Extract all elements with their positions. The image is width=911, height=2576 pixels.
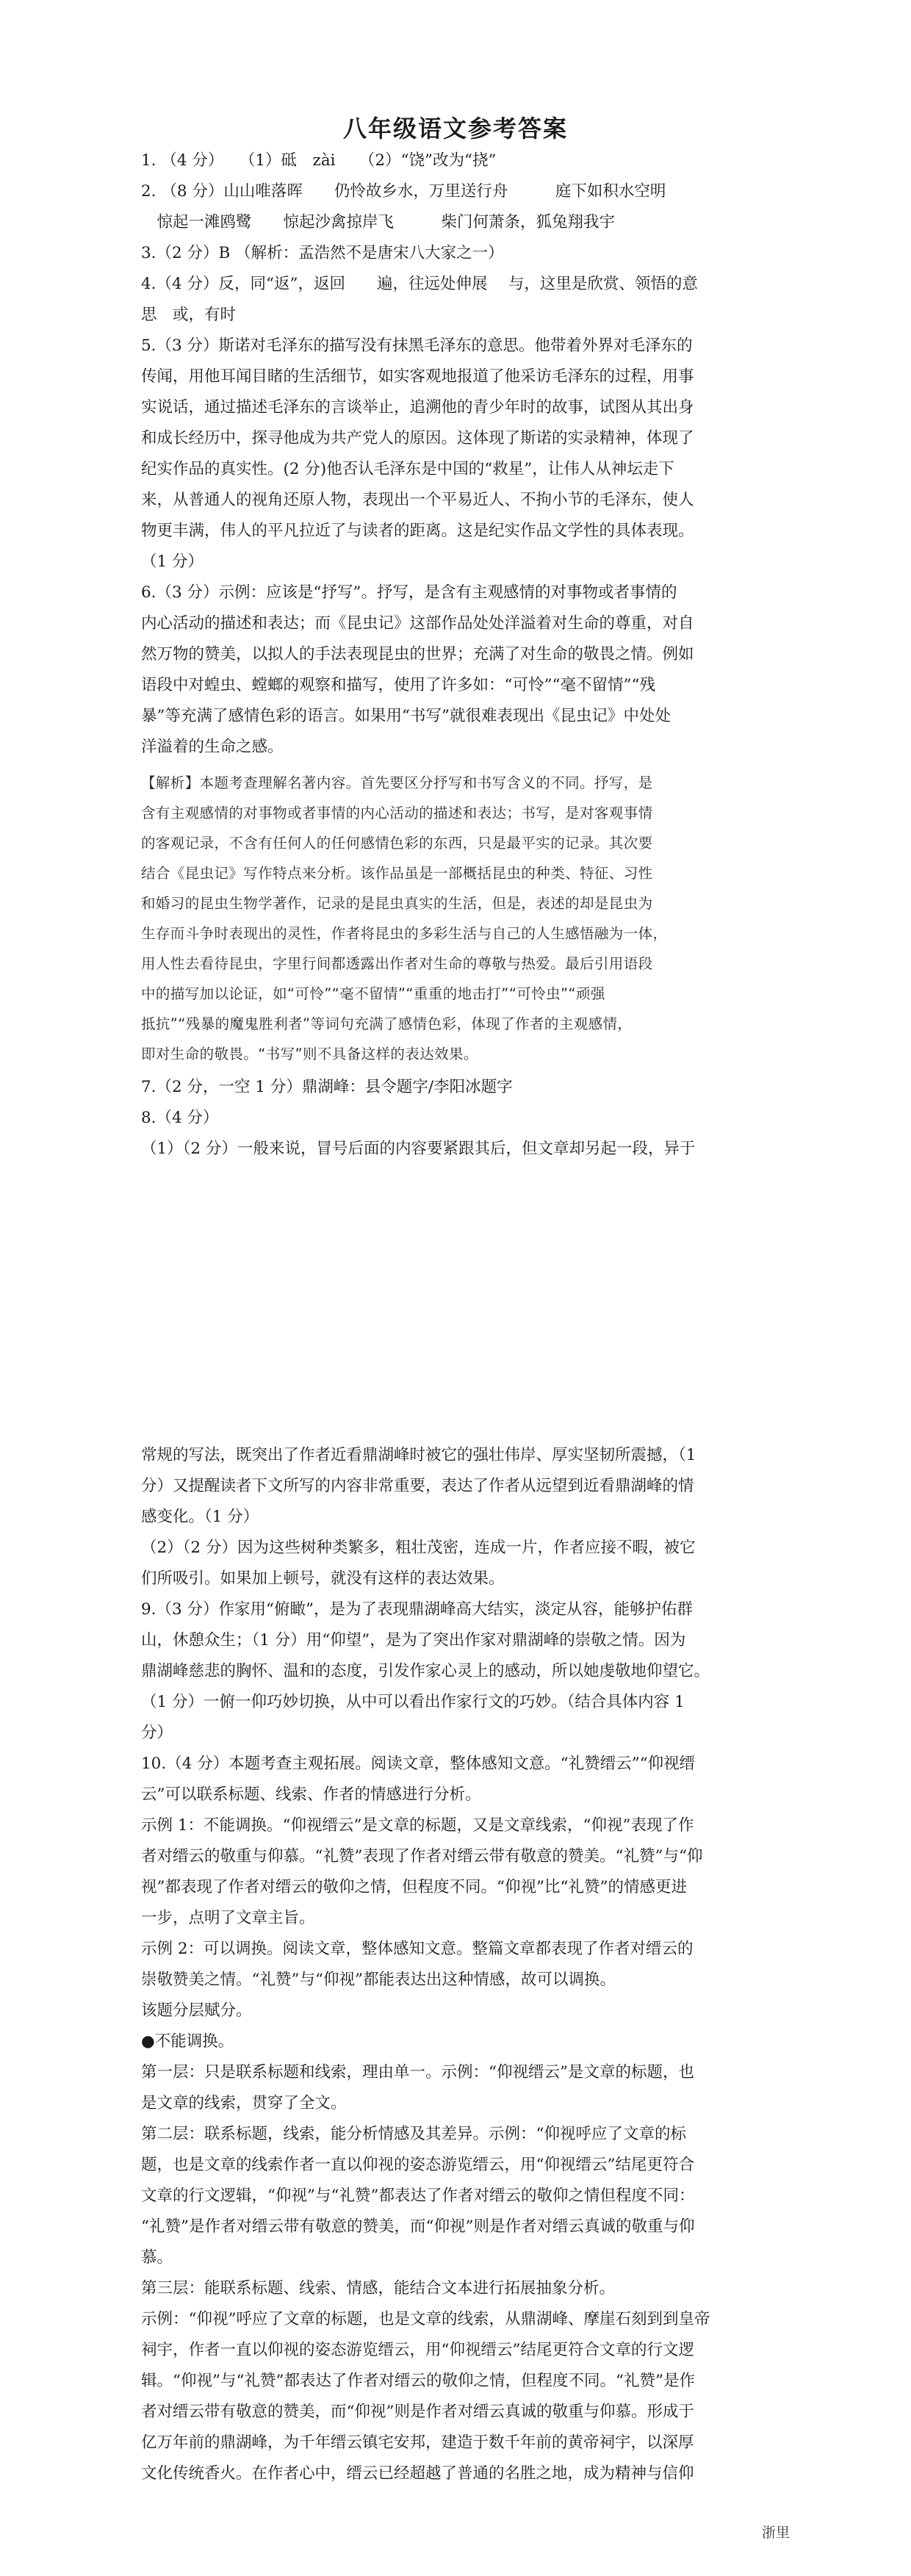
- analysis-line: 生存而斗争时表现出的灵性，作者将昆虫的多彩生活与自己的人生感悟融为一体，: [141, 925, 668, 942]
- answer-line: ●不能调换。: [141, 2032, 234, 2051]
- answer-line: 2. （8 分）山山唯落晖 仍怜故乡水，万里送行舟 庭下如积水空明: [141, 182, 666, 201]
- answer-line: 崇敬赞美之情。“礼赞”与“仰视”都能表达出这种情感，故可以调换。: [141, 1971, 616, 1989]
- answer-line: 惊起一滩鸥鹭 惊起沙禽掠岸飞 柴门何萧条，狐兔翔我宇: [141, 213, 616, 231]
- answer-line: 鼎湖峰慈悲的胸怀、温和的态度，引发作家心灵上的感动，所以她虔敬地仰望它。: [141, 1662, 710, 1680]
- answer-line: 云”可以联系标题、线索、作者的情感进行分析。: [141, 1785, 481, 1804]
- answer-line: 实说话，通过描述毛泽东的言谈举止，追溯他的青少年时的故事，试图从其出身: [141, 398, 694, 417]
- answer-line: 8.（4 分）: [141, 1109, 219, 1127]
- answer-line: 常规的写法，既突出了作者近看鼎湖峰时被它的强壮伟岸、厚实坚韧所震撼，（1: [141, 1446, 696, 1464]
- answer-line: （1 分）: [141, 553, 204, 571]
- answer-line: 物更丰满，伟人的平凡拉近了与读者的距离。这是纪实作品文学性的具体表现。: [141, 522, 694, 540]
- answer-line: 暴”等充满了感情色彩的语言。如果用“书写”就很难表现出《昆虫记》中处处: [141, 707, 671, 725]
- answer-line: 题，也是文章的线索作者一直以仰视的姿态游览缙云，用“仰视缙云”结尾更符合: [141, 2156, 694, 2174]
- answer-line: 者对缙云的敬重与仰慕。“礼赞”表现了作者对缙云带有敬意的赞美。“礼赞”与“仰: [141, 1847, 703, 1866]
- analysis-line: 【解析】本题考查理解名著内容。首先要区分抒写和书写含义的不同。抒写，是: [141, 774, 653, 791]
- answer-line: 们所吸引。如果加上顿号，就没有这样的表达效果。: [141, 1569, 505, 1588]
- analysis-line: 含有主观感情的对事物或者事情的内心活动的描述和表达；书写，是对客观事情: [141, 805, 653, 821]
- answer-line: 山，休憩众生；（1 分）用“仰望”，是为了突出作家对鼎湖峰的崇敬之情。因为: [141, 1631, 686, 1649]
- answer-line: 视”都表现了作者对缙云的敬仰之情，但程度不同。“仰视”比“礼赞”的情感更进: [141, 1878, 687, 1896]
- answer-line: 第一层：只是联系标题和线索，理由单一。示例：“仰视缙云”是文章的标题，也: [141, 2063, 694, 2082]
- analysis-line: 抵抗”“残暴的魔鬼胜利者”等词句充满了感情色彩，体现了作者的主观感情，: [141, 1015, 633, 1032]
- answer-line: 第二层：联系标题，线索，能分析情感及其差异。示例：“仰视呼应了文章的标: [141, 2125, 686, 2143]
- answer-line: 纪实作品的真实性。(2 分)他否认毛泽东是中国的“救星”，让伟人从神坛走下: [141, 460, 674, 478]
- answer-line: 辑。“仰视”与“礼赞”都表达了作者对缙云的敬仰之情，但程度不同。“礼赞”是作: [141, 2372, 695, 2390]
- analysis-line: 用人性去看待昆虫，字里行间都透露出作者对生命的尊敬与热爱。最后引用语段: [141, 955, 653, 972]
- answer-line: 亿万年前的鼎湖峰，为千年缙云镇宅安邦，建造于数千年前的黄帝祠宇，以深厚: [141, 2433, 694, 2452]
- answer-line: 5.（3 分）斯诺对毛泽东的描写没有抹黑毛泽东的意思。他带着外界对毛泽东的: [141, 337, 693, 355]
- answer-line: 者对缙云带有敬意的赞美，而“仰视”则是作者对缙云真诚的敬重与仰慕。形成于: [141, 2403, 694, 2421]
- answer-line: 来，从普通人的视角还原人物，表现出一个平易近人、不拘小节的毛泽东，使人: [141, 491, 694, 509]
- answer-line: 思 或，有时: [141, 306, 237, 324]
- answer-line: 该题分层赋分。: [141, 2001, 252, 2020]
- answer-line: （2）（2 分）因为这些树种类繁多，粗壮茂密，连成一片，作者应接不暇，被它: [141, 1539, 696, 1557]
- analysis-line: 和婚习的昆虫生物学著作，记录的是昆虫真实的生活，但是，表述的却是昆虫为: [141, 895, 653, 912]
- answer-line: 感变化。（1 分）: [141, 1508, 259, 1526]
- answer-line: 9.（3 分）作家用“俯瞰”，是为了表现鼎湖峰高大结实，淡定从容，能够护佑群: [141, 1600, 694, 1619]
- answer-line: 3.（2 分）B （解析：孟浩然不是唐宋八大家之一）: [141, 244, 504, 262]
- answer-line: 6.（3 分）示例：应该是“抒写”。抒写，是含有主观感情的对事物或者事情的: [141, 583, 677, 602]
- analysis-line: 结合《昆虫记》写作特点来分析。该作品虽是一部概括昆虫的种类、特征、习性: [141, 865, 653, 882]
- answer-line: 和成长经历中，探寻他成为共产党人的原因。这体现了斯诺的实录精神，体现了: [141, 429, 694, 447]
- footer-mark: 浙里: [761, 2525, 790, 2541]
- answer-line: 洋溢着的生命之感。: [141, 738, 284, 756]
- answer-line: 示例：“仰视”呼应了文章的标题，也是文章的线索，从鼎湖峰、摩崖石刻到到皇帝: [141, 2310, 710, 2328]
- analysis-line: 的客观记录，不含有任何人的任何感情色彩的东西，只是最平实的记录。其次要: [141, 835, 653, 852]
- answer-line: 10.（4 分）本题考查主观拓展。阅读文章，整体感知文意。“礼赞缙云”“仰视缙: [141, 1755, 696, 1773]
- answer-line: 语段中对蝗虫、螳螂的观察和描写，使用了许多如：“可怜”“毫不留情”“残: [141, 676, 655, 694]
- answer-line: 祠宇，作者一直以仰视的姿态游览缙云，用“仰视缙云”结尾更符合文章的行文逻: [141, 2341, 694, 2359]
- answer-line: 是文章的线索，贯穿了全文。: [141, 2094, 347, 2112]
- answer-line: 示例 2：可以调换。阅读文章，整体感知文意。整篇文章都表现了作者对缙云的: [141, 1940, 694, 1958]
- answers-part-3: [141, 1440, 788, 2489]
- document-title: 八年级语文参考答案: [342, 115, 568, 143]
- answer-line: “礼赞”是作者对缙云带有敬意的赞美，而“仰视”则是作者对缙云真诚的敬重与仰: [141, 2217, 695, 2236]
- answer-line: 1. （4 分） （1）砥 zài （2）“饶”改为“挠”: [141, 151, 497, 170]
- analysis-note: [141, 768, 788, 1069]
- answer-line: 文化传统香火。在作者心中，缙云已经超越了普通的名胜之地，成为精神与信仰: [141, 2464, 694, 2483]
- answer-line: 分）又提醒读者下文所写的内容非常重要，表达了作者从远望到近看鼎湖峰的情: [141, 1477, 694, 1495]
- answers-part-1: [141, 145, 788, 763]
- answer-line: 慕。: [141, 2248, 173, 2267]
- answer-line: 内心活动的描述和表达；而《昆虫记》这部作品处处洋溢着对生命的尊重，对自: [141, 614, 694, 633]
- answer-line: 文章的行文逻辑，“仰视”与“礼赞”都表达了作者对缙云的敬仰之情但程度不同：: [141, 2187, 695, 2205]
- answer-line: 7.（2 分，一空 1 分）鼎湖峰：县令题字/李阳冰题字: [141, 1078, 513, 1096]
- answers-part-2: [141, 1072, 788, 1165]
- blank-gap: [0, 1168, 911, 1433]
- answer-line: 4.（4 分）反，同“返”，返回 遍，往远处伸展 与，这里是欣赏、领悟的意: [141, 275, 698, 293]
- analysis-line: 即对生命的敬畏。“书写”则不具备这样的表达效果。: [141, 1046, 478, 1062]
- answer-line: 传闻，用他耳闻目睹的生活细节，如实客观地报道了他采访毛泽东的过程，用事: [141, 367, 694, 386]
- answer-line: 第三层：能联系标题、线索、情感，能结合文本进行拓展抽象分析。: [141, 2279, 616, 2298]
- answer-line: （1 分）一俯一仰巧妙切换，从中可以看出作家行文的巧妙。（结合具体内容 1: [141, 1693, 685, 1711]
- answer-line: 一步，点明了文章主旨。: [141, 1909, 315, 1927]
- analysis-line: 中的描写加以论证，如“可怜”“毫不留情”“重重的地击打”“可怜虫”“顽强: [141, 985, 605, 1002]
- answer-line: 示例 1：不能调换。“仰视缙云”是文章的标题，又是文章线索，“仰视”表现了作: [141, 1816, 694, 1835]
- answer-line: 分）: [141, 1724, 173, 1742]
- answer-line: （1）（2 分）一般来说，冒号后面的内容要紧跟其后，但文章却另起一段，异于: [141, 1140, 696, 1158]
- answer-line: 然万物的赞美，以拟人的手法表现昆虫的世界；充满了对生命的敬畏之情。例如: [141, 645, 694, 663]
